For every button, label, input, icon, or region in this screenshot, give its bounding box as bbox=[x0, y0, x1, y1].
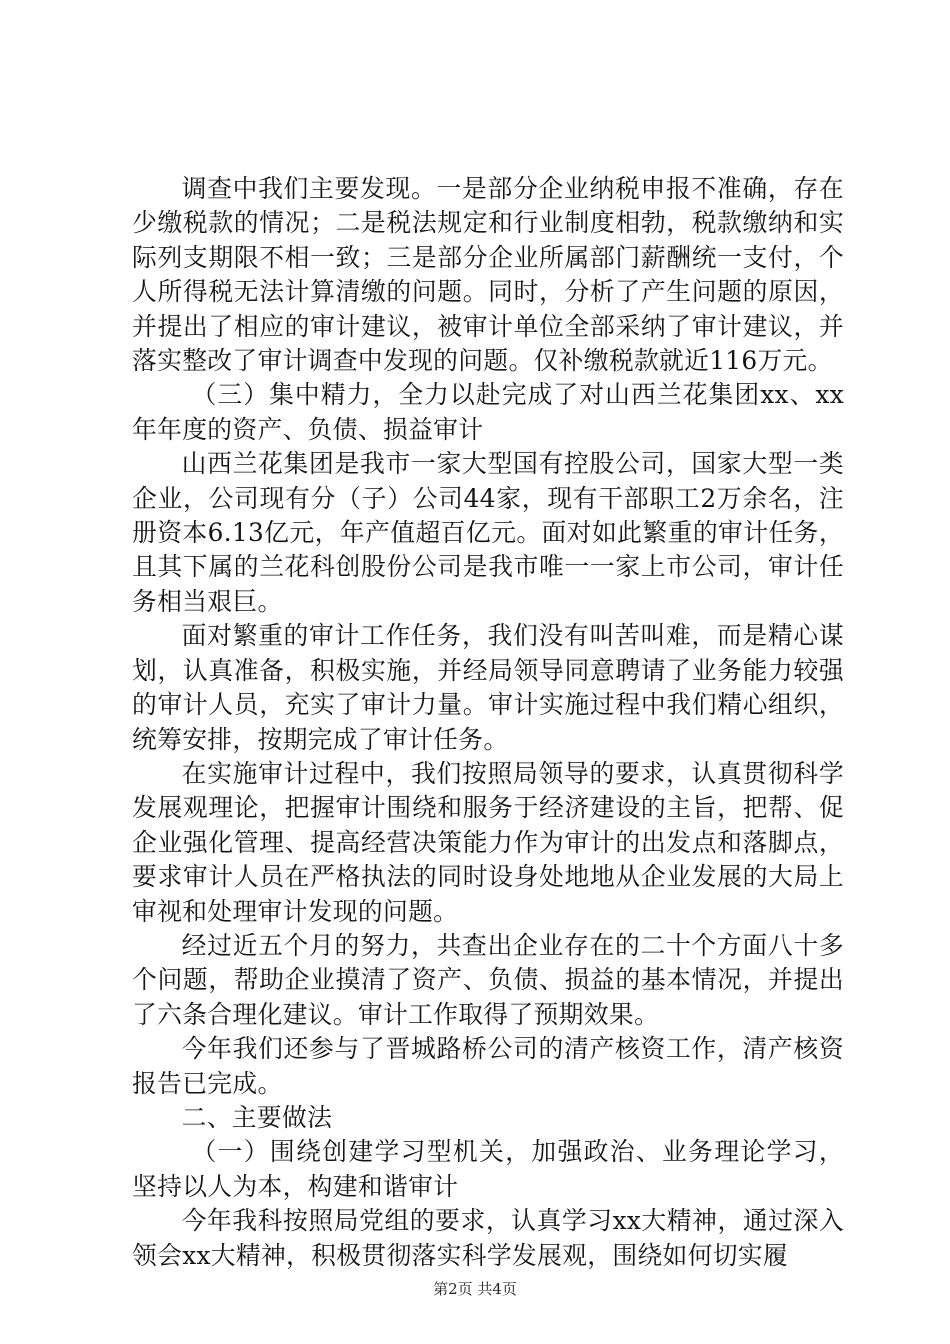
section-heading-lanhua-audit: （三）集中精力，全力以赴完成了对山西兰花集团xx、xx年年度的资产、负债、损益审计 bbox=[132, 380, 844, 444]
paragraph-audit-implementation: 在实施审计过程中，我们按照局领导的要求，认真贯彻科学发展观理论，把握审计围绕和服务于经济建设的主旨，把帮、促企业强化管理、提高经营决策能力作为审计的出发点和落脚点，要求审计人员在严格执法的同时设身处地地从企业发展的大局上审视和处理审计发现的问题。 bbox=[132, 758, 844, 926]
paragraph-study: 今年我科按照局党组的要求，认真学习xx大精神，通过深入领会xx大精神，积极贯彻落实科学发展观，围绕如何切实履 bbox=[132, 1206, 844, 1270]
document-body bbox=[132, 172, 844, 1273]
page-number-footer: 第2页 共4页 bbox=[433, 1280, 517, 1298]
section-heading-main-methods: 二、主要做法 bbox=[181, 1102, 333, 1132]
paragraph-road-bridge: 今年我们还参与了晋城路桥公司的清产核资工作，清产核资报告已完成。 bbox=[132, 1034, 844, 1098]
paragraph-audit-results: 经过近五个月的努力，共查出企业存在的二十个方面八十多个问题，帮助企业摸清了资产、负债、损益的基本情况，并提出了六条合理化建议。审计工作取得了预期效果。 bbox=[132, 930, 844, 1029]
section-heading-learning: （一）围绕创建学习型机关，加强政治、业务理论学习，坚持以人为本，构建和谐审计 bbox=[132, 1137, 844, 1201]
paragraph-lanhua-intro: 山西兰花集团是我市一家大型国有控股公司，国家大型一类企业，公司现有分（子）公司44家，现有干部职工2万余名，注册资本6.13亿元，年产值超百亿元。面对如此繁重的审计任务，且其下属的兰花科创股份公司是我市唯一一家上市公司，审计任务相当艰巨。 bbox=[132, 449, 844, 616]
paragraph-audit-preparation: 面对繁重的审计工作任务，我们没有叫苦叫难，而是精心谋划，认真准备，积极实施，并经局领导同意聘请了业务能力较强的审计人员，充实了审计力量。审计实施过程中我们精心组织，统筹安排，按期完成了审计任务。 bbox=[132, 621, 844, 754]
paragraph-findings: 调查中我们主要发现。一是部分企业纳税申报不准确，存在少缴税款的情况；二是税法规定和行业制度相勃，税款缴纳和实际列支期限不相一致；三是部分企业所属部门薪酬统一支付，个人所得税无法计算清缴的问题。同时，分析了产生问题的原因，并提出了相应的审计建议，被审计单位全部采纳了审计建议，并落实整改了审计调查中发现的问题。仅补缴税款就近116万元。 bbox=[132, 174, 844, 376]
